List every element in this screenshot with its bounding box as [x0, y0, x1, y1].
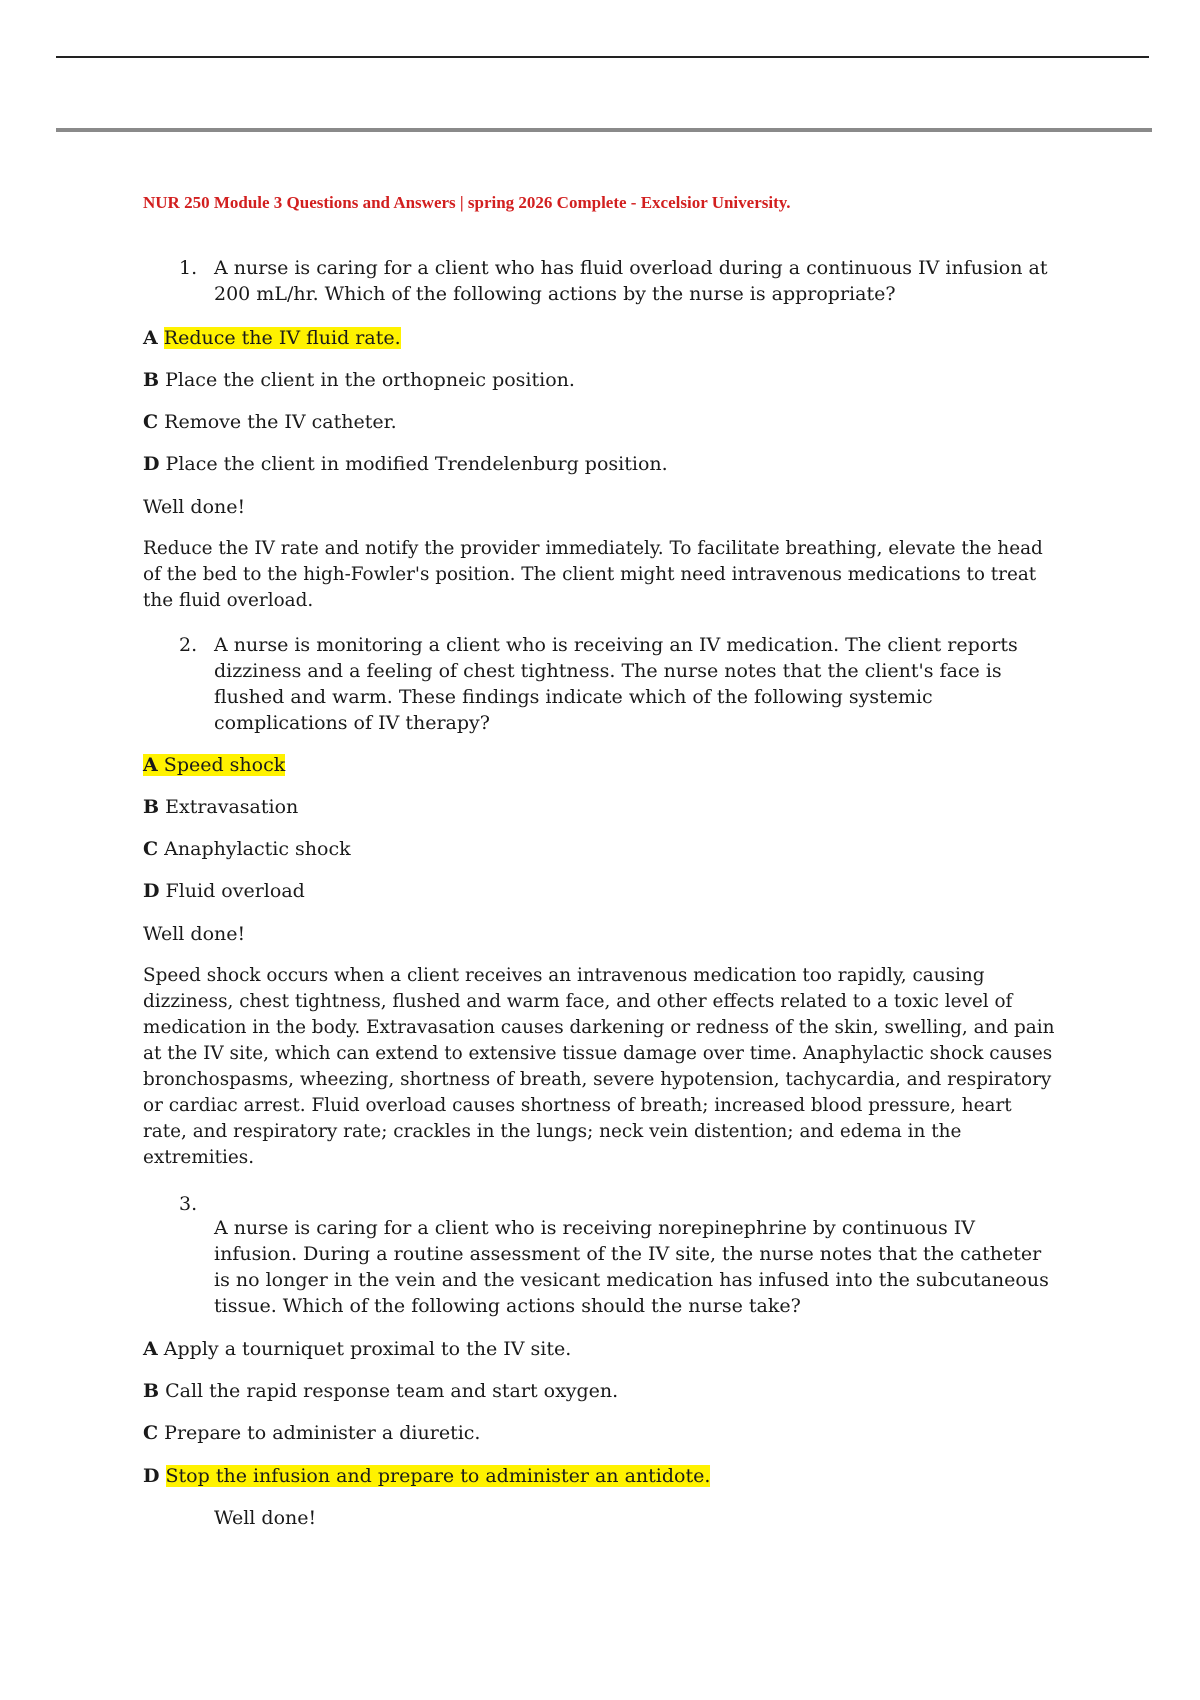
- question-number: 2.: [179, 634, 198, 656]
- option-letter: B: [143, 369, 160, 391]
- option-letter: A: [143, 754, 158, 776]
- top-divider: [56, 56, 1149, 58]
- option-text: Prepare to administer a diuretic.: [164, 1422, 481, 1444]
- question-2: [143, 632, 1058, 736]
- option-letter: A: [143, 1338, 158, 1360]
- option-text: Place the client in the orthopneic position.: [165, 369, 575, 391]
- option-text-highlighted: Stop the infusion and prepare to administer an antidote.: [165, 1465, 711, 1487]
- option-2a: [143, 752, 285, 778]
- option-1b: [143, 367, 575, 393]
- question-text: A nurse is monitoring a client who is receiving an IV medication. The client reports dizziness and a feeling of chest tightness. The nurse notes that the client's face is flushed and warm. These findings indicate which of the following systemic complications of IV therapy?: [214, 634, 1018, 734]
- option-1d: [143, 451, 668, 477]
- option-3a: [143, 1336, 571, 1362]
- question-number: 3.: [179, 1193, 198, 1215]
- option-letter: C: [143, 1422, 159, 1444]
- feedback-1: Well done!: [143, 496, 246, 518]
- option-text-highlighted: Speed shock: [163, 754, 286, 776]
- option-letter: D: [143, 880, 160, 902]
- option-letter: D: [143, 1465, 160, 1487]
- option-text: Place the client in modified Trendelenburg position.: [165, 453, 668, 475]
- option-text: Anaphylactic shock: [164, 838, 351, 860]
- question-number: 1.: [179, 257, 198, 279]
- option-2c: [143, 836, 351, 862]
- option-1c: [143, 409, 397, 435]
- document-title: NUR 250 Module 3 Questions and Answers | spring 2026 Complete - Excelsior University.: [143, 193, 791, 212]
- option-letter: B: [143, 796, 160, 818]
- option-2b: [143, 794, 298, 820]
- option-letter: C: [143, 838, 159, 860]
- question-text: A nurse is caring for a client who is receiving norepinephrine by continuous IV infusion. During a routine assessment of the IV site, the nurse notes that the catheter is no longer in the vein and the vesicant medication has infused into the subcutaneous tissue. Which of the following actions should the nurse take?: [214, 1217, 1049, 1317]
- option-text: Extravasation: [165, 796, 299, 818]
- option-1a: [143, 325, 401, 351]
- option-3d: [143, 1463, 710, 1489]
- option-text-highlighted: Reduce the IV fluid rate.: [163, 327, 401, 349]
- option-letter: B: [143, 1380, 160, 1402]
- explanation-2: Speed shock occurs when a client receives an intravenous medication too rapidly, causing dizziness, chest tightness, flushed and warm face, and other effects related to a toxic level of medication in the body. Extravasation causes darkening or redness of the skin, swelling, and pain at the IV site, which can extend to extensive tissue damage over time. Anaphylactic shock causes bronchospasms, wheezing, shortness of breath, severe hypotension, tachycardia, and respiratory or cardiac arrest. Fluid overload causes shortness of breath; increased blood pressure, heart rate, and respiratory rate; crackles in the lungs; neck vein distention; and edema in the extremities.: [143, 965, 1055, 1168]
- header-divider: [56, 128, 1152, 132]
- option-text: Remove the IV catheter.: [164, 411, 397, 433]
- option-letter: A: [143, 327, 158, 349]
- option-3b: [143, 1378, 618, 1404]
- explanation-1: Reduce the IV rate and notify the provider immediately. To facilitate breathing, elevate the head of the bed to the high-Fowler's position. The client might need intravenous medications to treat the fluid overload.: [143, 538, 1043, 611]
- feedback-3: Well done!: [214, 1507, 317, 1529]
- question-3: [143, 1215, 1058, 1319]
- option-text: Apply a tourniquet proximal to the IV site.: [163, 1338, 572, 1360]
- option-text: Fluid overload: [165, 880, 305, 902]
- question-text: A nurse is caring for a client who has fluid overload during a continuous IV infusion at 200 mL/hr. Which of the following actions by the nurse is appropriate?: [214, 257, 1048, 305]
- option-text: Call the rapid response team and start oxygen.: [165, 1380, 619, 1402]
- option-2d: [143, 878, 305, 904]
- option-letter: D: [143, 453, 160, 475]
- option-letter: C: [143, 411, 159, 433]
- feedback-2: Well done!: [143, 923, 246, 945]
- option-3c: [143, 1420, 480, 1446]
- question-1: [143, 255, 1058, 307]
